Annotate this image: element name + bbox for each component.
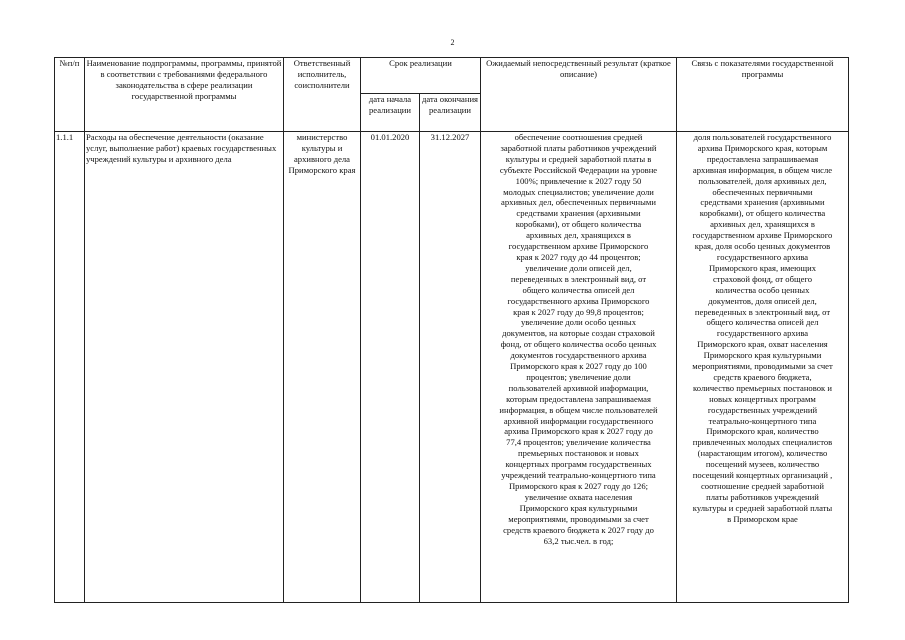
header-indicators-link: Связь с показателями государственной программы [677,58,849,132]
row-number: 1.1.1 [55,132,85,603]
row-indicators-link: доля пользователей государственного архива Приморского края, которым предоставлена запрашиваемая архивная информация, в общем числе пользователей, доля архивных дел, обеспеченных первичными средствами хранения (архивными коробками), от общего количества архивных дел, хранящихся в государственном архиве Приморского края, доля особо ценных документов государственного архива Приморского края, имеющих страховой фонд, от общего количества особо ценных документов, доля описей дел, переведенных в электронный вид, от общего количества описей дел государственного архива Приморского края, охват населения Приморского края культурными мероприятиями, проводимыми за счет средств краевого бюджета, количество премьерных постановок и новых концертных программ государственных учреждений театрально-концертного типа Приморского края, количество привлеченных молодых специалистов (нарастающим итогом), количество посещений музеев, количество посещений концертных организаций , соотношение средней заработной платы работников учреждений культуры и средней заработной платы в Приморском крае [677,132,849,603]
row-responsible: министерство культуры и архивного дела Приморского края [284,132,361,603]
header-expected-result: Ожидаемый непосредственный результат (краткое описание) [481,58,677,132]
row-expected-result: обеспечение соотношения средней заработной платы работников учреждений культуры и средней заработной платы в субъекте Российской Федерации на уровне 100%; привлечение к 2027 году 50 молодых специалистов; увеличение доли архивных дел, обеспеченных первичными средствами хранения (архивными коробками), от общего количества архивных дел, хранящихся в государственном архиве Приморского края к 2027 году до 44 процентов; увеличение доли описей дел, переведенных в электронный вид, от общего количества описей дел государственного архива Приморского края к 2027 году до 99,8 процентов; увеличение доли особо ценных документов, на которые создан страховой фонд, от общего количества особо ценных документов государственного архива Приморского края к 2027 году до 100 процентов; увеличение доли пользователей архивной информации, которым предоставлена запрашиваемая информация, в общем числе пользователей архивной информации государственного архива Приморского края к 2027 году до 77,4 процентов; увеличение количества премьерных постановок и новых концертных программ государственных учреждений театрально-концертного типа Приморского края к 2027 году до 126; увеличение охвата населения Приморского края культурными мероприятиями, проводимыми за счет средств краевого бюджета к 2027 году до 63,2 тыс.чел. в год; [481,132,677,603]
header-responsible: Ответственный исполнитель, соисполнители [284,58,361,132]
header-end-date: дата окончания реализации [420,94,481,132]
page-number: 2 [450,38,455,47]
table-row [55,132,849,603]
row-start-date: 01.01.2020 [361,132,420,603]
row-end-date: 31.12.2027 [420,132,481,603]
row-program-name: Расходы на обеспечение деятельности (оказание услуг, выполнение работ) краевых государственных учреждений культуры и архивного дела [85,132,284,603]
program-table [54,57,849,603]
header-period: Срок реализации [361,58,481,94]
header-program-name: Наименование подпрограммы, программы, принятой в соответствии с требованиями федерального законодательства в сфере реализации государственной программы [85,58,284,132]
header-number: №п/п [55,58,85,132]
header-start-date: дата начала реализации [361,94,420,132]
